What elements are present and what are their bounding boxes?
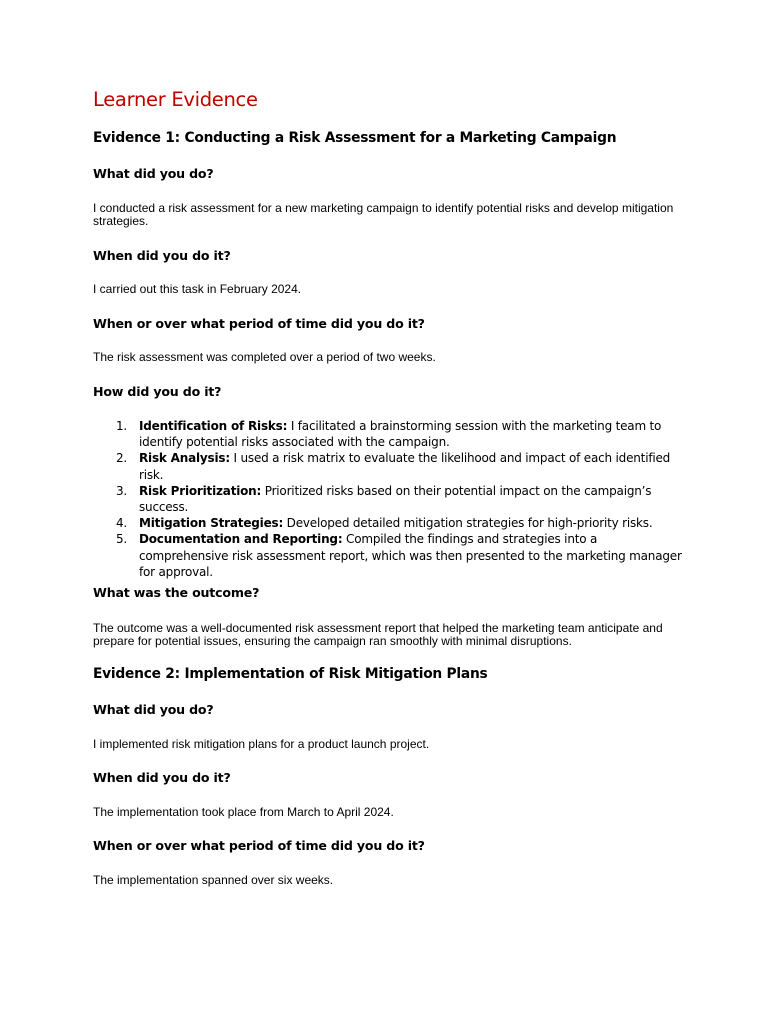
list-item-term: Risk Analysis: [139,451,230,466]
evidence-2-question-what: What did you do? [93,702,214,717]
evidence-2-answer-when: The implementation took place from March to April 2024. [93,805,394,819]
evidence-1-answer-when: I carried out this task in February 2024. [93,282,302,296]
evidence-1-question-outcome: What was the outcome? [93,585,260,600]
list-item [93,450,683,482]
list-item-text: Compiled the findings and strategies into a comprehensive risk assessment report, which was then presented to the marketing manager for approval. [139,532,682,579]
list-item [93,515,683,531]
list-item-number: 3. [116,483,128,498]
evidence-1-answer-period: The risk assessment was completed over a period of two weeks. [93,350,436,364]
evidence-1-question-what: What did you do? [93,166,214,181]
list-item-number: 5. [116,532,128,547]
evidence-2-question-period: When or over what period of time did you do it? [93,838,425,853]
evidence-2-question-when: When did you do it? [93,770,231,785]
list-item [93,418,683,450]
evidence-1-steps-list [93,418,683,580]
list-item-text: I used a risk matrix to evaluate the likelihood and impact of each identified risk. [139,451,671,482]
list-item-text: Developed detailed mitigation strategies for high-priority risks. [283,516,653,531]
list-item [93,483,683,515]
evidence-1-answer-outcome: The outcome was a well-documented risk assessment report that helped the marketing team anticipate and prepare for potential issues, ensuring the campaign ran smoothly with minimal disruptions. [93,621,663,649]
evidence-1-question-when: When did you do it? [93,248,231,263]
page-title: Learner Evidence [93,88,258,111]
list-item-number: 4. [116,516,128,531]
evidence-1-heading: Evidence 1: Conducting a Risk Assessment for a Marketing Campaign [93,130,617,146]
list-item-term: Mitigation Strategies: [139,516,284,531]
list-item-term: Risk Prioritization: [139,483,262,498]
list-item [93,531,683,580]
evidence-2-answer-period: The implementation spanned over six weeks. [93,873,334,887]
list-item-term: Identification of Risks: [139,419,288,433]
evidence-2-answer-what: I implemented risk mitigation plans for a product launch project. [93,737,430,751]
list-item-text: I facilitated a brainstorming session with the marketing team to identify potential risks associated with the campaign. [139,419,662,450]
list-item-number: 2. [116,451,128,466]
list-item-term: Documentation and Reporting: [139,532,343,547]
evidence-1-question-how: How did you do it? [93,384,222,399]
evidence-1-answer-what: I conducted a risk assessment for a new marketing campaign to identify potential risks and develop mitigation strategies. [93,201,674,229]
evidence-2-heading: Evidence 2: Implementation of Risk Mitigation Plans [93,666,488,682]
list-item-number: 1. [116,419,128,433]
evidence-1-question-period: When or over what period of time did you do it? [93,316,425,331]
list-item-text: Prioritized risks based on their potential impact on the campaign’s success. [139,483,652,515]
